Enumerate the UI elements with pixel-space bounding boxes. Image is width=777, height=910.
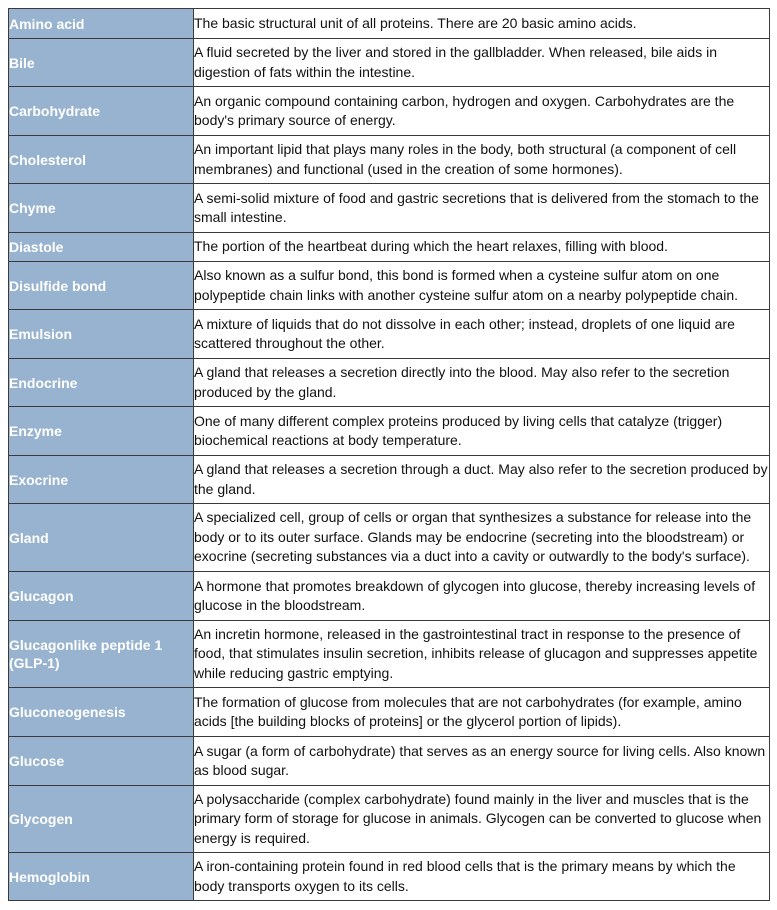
term-cell: Disulfide bond: [9, 262, 194, 310]
definition-cell: A mixture of liquids that do not dissolve in each other; instead, droplets of one liquid are scattered throughout the other.: [194, 310, 770, 359]
table-row: [9, 359, 770, 407]
term-cell: Cholesterol: [9, 136, 194, 184]
term-cell: Bile: [9, 39, 194, 87]
table-row: [9, 853, 770, 901]
glossary-table: [8, 8, 770, 901]
definition-cell: A iron-containing protein found in red blood cells that is the primary means by which the body transports oxygen to its cells.: [194, 853, 770, 901]
definition-cell: Also known as a sulfur bond, this bond is formed when a cysteine sulfur atom on one polypeptide chain links with another cysteine sulfur atom on a nearby polypeptide chain.: [194, 262, 770, 310]
table-row: [9, 572, 770, 621]
definition-cell: The portion of the heartbeat during which the heart relaxes, filling with blood.: [194, 233, 770, 262]
term-cell: Glucagonlike peptide 1 (GLP-1): [9, 621, 194, 688]
table-row: [9, 136, 770, 184]
definition-cell: A hormone that promotes breakdown of glycogen into glucose, thereby increasing levels of glucose in the bloodstream.: [194, 572, 770, 621]
glossary-body: [9, 9, 770, 901]
term-cell: Gland: [9, 504, 194, 572]
definition-cell: An incretin hormone, released in the gastrointestinal tract in response to the presence of food, that stimulates insulin secretion, inhibits release of glucagon and suppresses appetite while reducing gastric emptying.: [194, 621, 770, 688]
table-row: [9, 456, 770, 504]
term-cell: Gluconeogenesis: [9, 688, 194, 737]
term-cell: Endocrine: [9, 359, 194, 407]
term-cell: Diastole: [9, 233, 194, 262]
term-cell: Emulsion: [9, 310, 194, 359]
table-row: [9, 233, 770, 262]
definition-cell: An important lipid that plays many roles in the body, both structural (a component of cell membranes) and functional (used in the creation of some hormones).: [194, 136, 770, 184]
term-cell: Enzyme: [9, 407, 194, 456]
table-row: [9, 310, 770, 359]
table-row: [9, 39, 770, 87]
definition-cell: A gland that releases a secretion through a duct. May also refer to the secretion produced by the gland.: [194, 456, 770, 504]
table-row: [9, 621, 770, 688]
table-row: [9, 407, 770, 456]
term-cell: Amino acid: [9, 9, 194, 39]
definition-cell: The formation of glucose from molecules that are not carbohydrates (for example, amino acids [the building blocks of proteins] or the glycerol portion of lipids).: [194, 688, 770, 737]
table-row: [9, 9, 770, 39]
term-cell: Glucose: [9, 737, 194, 786]
term-cell: Chyme: [9, 184, 194, 233]
definition-cell: An organic compound containing carbon, hydrogen and oxygen. Carbohydrates are the body's primary source of energy.: [194, 87, 770, 136]
table-row: [9, 786, 770, 853]
glossary-container: [8, 8, 769, 901]
table-row: [9, 184, 770, 233]
term-cell: Glycogen: [9, 786, 194, 853]
table-row: [9, 262, 770, 310]
term-cell: Exocrine: [9, 456, 194, 504]
definition-cell: A fluid secreted by the liver and stored in the gallbladder. When released, bile aids in digestion of fats within the intestine.: [194, 39, 770, 87]
definition-cell: One of many different complex proteins produced by living cells that catalyze (trigger) biochemical reactions at body temperature.: [194, 407, 770, 456]
term-cell: Hemoglobin: [9, 853, 194, 901]
table-row: [9, 737, 770, 786]
definition-cell: A gland that releases a secretion directly into the blood. May also refer to the secretion produced by the gland.: [194, 359, 770, 407]
table-row: [9, 87, 770, 136]
term-cell: Glucagon: [9, 572, 194, 621]
term-cell: Carbohydrate: [9, 87, 194, 136]
definition-cell: A sugar (a form of carbohydrate) that serves as an energy source for living cells. Also known as blood sugar.: [194, 737, 770, 786]
definition-cell: A specialized cell, group of cells or organ that synthesizes a substance for release into the body or to its outer surface. Glands may be endocrine (secreting into the bloodstream) or exocrine (secreting substances via a duct into a cavity or outwardly to the body's surface).: [194, 504, 770, 572]
definition-cell: A semi-solid mixture of food and gastric secretions that is delivered from the stomach to the small intestine.: [194, 184, 770, 233]
table-row: [9, 504, 770, 572]
definition-cell: A polysaccharide (complex carbohydrate) found mainly in the liver and muscles that is the primary form of storage for glucose in animals. Glycogen can be converted to glucose when energy is required.: [194, 786, 770, 853]
definition-cell: The basic structural unit of all proteins. There are 20 basic amino acids.: [194, 9, 770, 39]
table-row: [9, 688, 770, 737]
